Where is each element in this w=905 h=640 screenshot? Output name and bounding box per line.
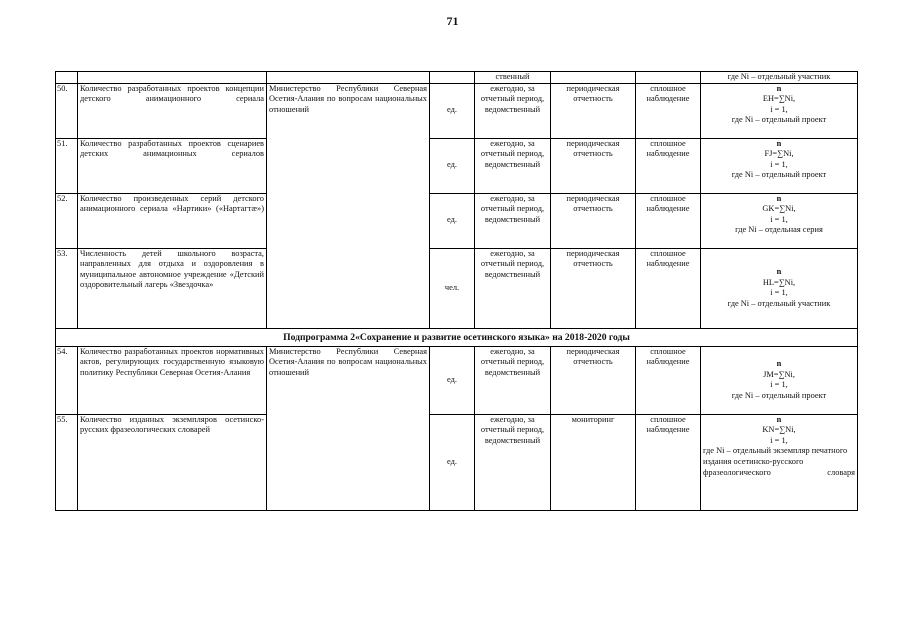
formula-index: i = 1,: [770, 288, 788, 298]
cell-unit: [430, 72, 475, 84]
row-number: 54.: [56, 346, 78, 414]
unit: чел.: [430, 248, 475, 328]
cell-freq: ственный: [475, 72, 551, 84]
cell-type: [551, 72, 636, 84]
section-title: Подпрограмма 2«Сохранение и развитие осетинского языка» на 2018-2020 годы: [56, 328, 858, 346]
cell-name: [78, 72, 267, 84]
formula: [701, 138, 858, 193]
reporting-type: периодическая отчетность: [551, 248, 636, 328]
formula-n: n: [776, 138, 782, 148]
collection-method: сплошное наблюдение: [636, 346, 701, 414]
formula-note: где Ni – отдельный проект: [731, 390, 827, 400]
indicator-name: Количество разработанных проектов нормативных актов, регулирующих государственную языковую политику Республики Северная Осетия-Алания: [78, 346, 267, 414]
table-row: [56, 414, 858, 510]
reporting-type: периодическая отчетность: [551, 138, 636, 193]
formula: [701, 248, 858, 328]
table-row: [56, 193, 858, 248]
table-row: [56, 346, 858, 414]
continuation-row: [56, 72, 858, 84]
reporting-type: мониторинг: [551, 414, 636, 510]
formula: [701, 414, 858, 510]
cell-method: [636, 72, 701, 84]
formula-note: где Ni – отдельный участник: [727, 298, 831, 308]
unit: ед.: [430, 193, 475, 248]
formula-index: i = 1,: [770, 214, 788, 224]
formula-index: i = 1,: [770, 159, 788, 169]
row-number: 55.: [56, 414, 78, 510]
responsible-ministry: Министерство Республики Северная Осетия-Алания по вопросам национальных отношений: [267, 346, 430, 510]
formula: [701, 83, 858, 138]
section-row: [56, 328, 858, 346]
formula-note: где Ni – отдельный экземпляр печатного издания осетинско-русского фразеологического словаря: [703, 446, 855, 477]
frequency: ежегодно, за отчетный период, ведомственный: [475, 193, 551, 248]
indicator-name: Численность детей школьного возраста, направленных для отдыха и оздоровления в муниципальное автономное учреждение «Детский оздоровительный лагерь «Звездочка»: [78, 248, 267, 328]
indicator-name: Количество произведенных серий детского анимационного сериала «Нартики» («Нартагтæ»): [78, 193, 267, 248]
formula-sum: FJ=∑Ni,: [764, 149, 794, 159]
indicator-name: Количество разработанных проектов концепции детского анимационного сериала: [78, 83, 267, 138]
unit: ед.: [430, 83, 475, 138]
reporting-type: периодическая отчетность: [551, 83, 636, 138]
unit: ед.: [430, 138, 475, 193]
cell-formula-note: где Ni – отдельный участник: [701, 72, 858, 84]
unit: ед.: [430, 346, 475, 414]
responsible-ministry: Министерство Республики Северная Осетия-Алания по вопросам национальных отношений: [267, 83, 430, 328]
page-number: 71: [446, 14, 459, 28]
formula-index: i = 1,: [770, 104, 788, 114]
unit: ед.: [430, 414, 475, 510]
frequency: ежегодно, за отчетный период, ведомственный: [475, 346, 551, 414]
formula-sum: KN=∑Ni,: [762, 425, 796, 435]
formula-n: n: [776, 414, 782, 424]
cell-num: [56, 72, 78, 84]
formula-sum: JM=∑Ni,: [763, 369, 795, 379]
reporting-type: периодическая отчетность: [551, 193, 636, 248]
formula: [701, 346, 858, 414]
collection-method: сплошное наблюдение: [636, 83, 701, 138]
formula-n: n: [776, 193, 782, 203]
row-number: 51.: [56, 138, 78, 193]
table-row: [56, 248, 858, 328]
frequency: ежегодно, за отчетный период, ведомственный: [475, 414, 551, 510]
reporting-type: периодическая отчетность: [551, 346, 636, 414]
formula-index: i = 1,: [770, 435, 788, 445]
collection-method: сплошное наблюдение: [636, 138, 701, 193]
indicator-name: Количество изданных экземпляров осетинско-русских фразеологических словарей: [78, 414, 267, 510]
formula-n: n: [776, 83, 782, 93]
collection-method: сплошное наблюдение: [636, 193, 701, 248]
formula-note: где Ni – отдельный проект: [731, 170, 827, 180]
formula-note: где Ni – отдельная серия: [735, 225, 823, 235]
frequency: ежегодно, за отчетный период, ведомственный: [475, 83, 551, 138]
formula-n: n: [776, 266, 782, 276]
row-number: 50.: [56, 83, 78, 138]
table-row: [56, 83, 858, 138]
formula-sum: HL=∑Ni,: [762, 277, 796, 287]
formula-n: n: [776, 358, 782, 368]
formula-index: i = 1,: [770, 380, 788, 390]
formula-sum: GK=∑Ni,: [762, 204, 796, 214]
collection-method: сплошное наблюдение: [636, 414, 701, 510]
indicator-name: Количество разработанных проектов сценариев детских анимационных сериалов: [78, 138, 267, 193]
indicators-table: [55, 71, 858, 511]
formula-sum: EH=∑Ni,: [762, 94, 796, 104]
frequency: ежегодно, за отчетный период, ведомственный: [475, 248, 551, 328]
cell-ministry: [267, 72, 430, 84]
row-number: 52.: [56, 193, 78, 248]
collection-method: сплошное наблюдение: [636, 248, 701, 328]
frequency: ежегодно, за отчетный период, ведомственный: [475, 138, 551, 193]
row-number: 53.: [56, 248, 78, 328]
formula-note: где Ni – отдельный проект: [731, 115, 827, 125]
table-row: [56, 138, 858, 193]
formula: [701, 193, 858, 248]
